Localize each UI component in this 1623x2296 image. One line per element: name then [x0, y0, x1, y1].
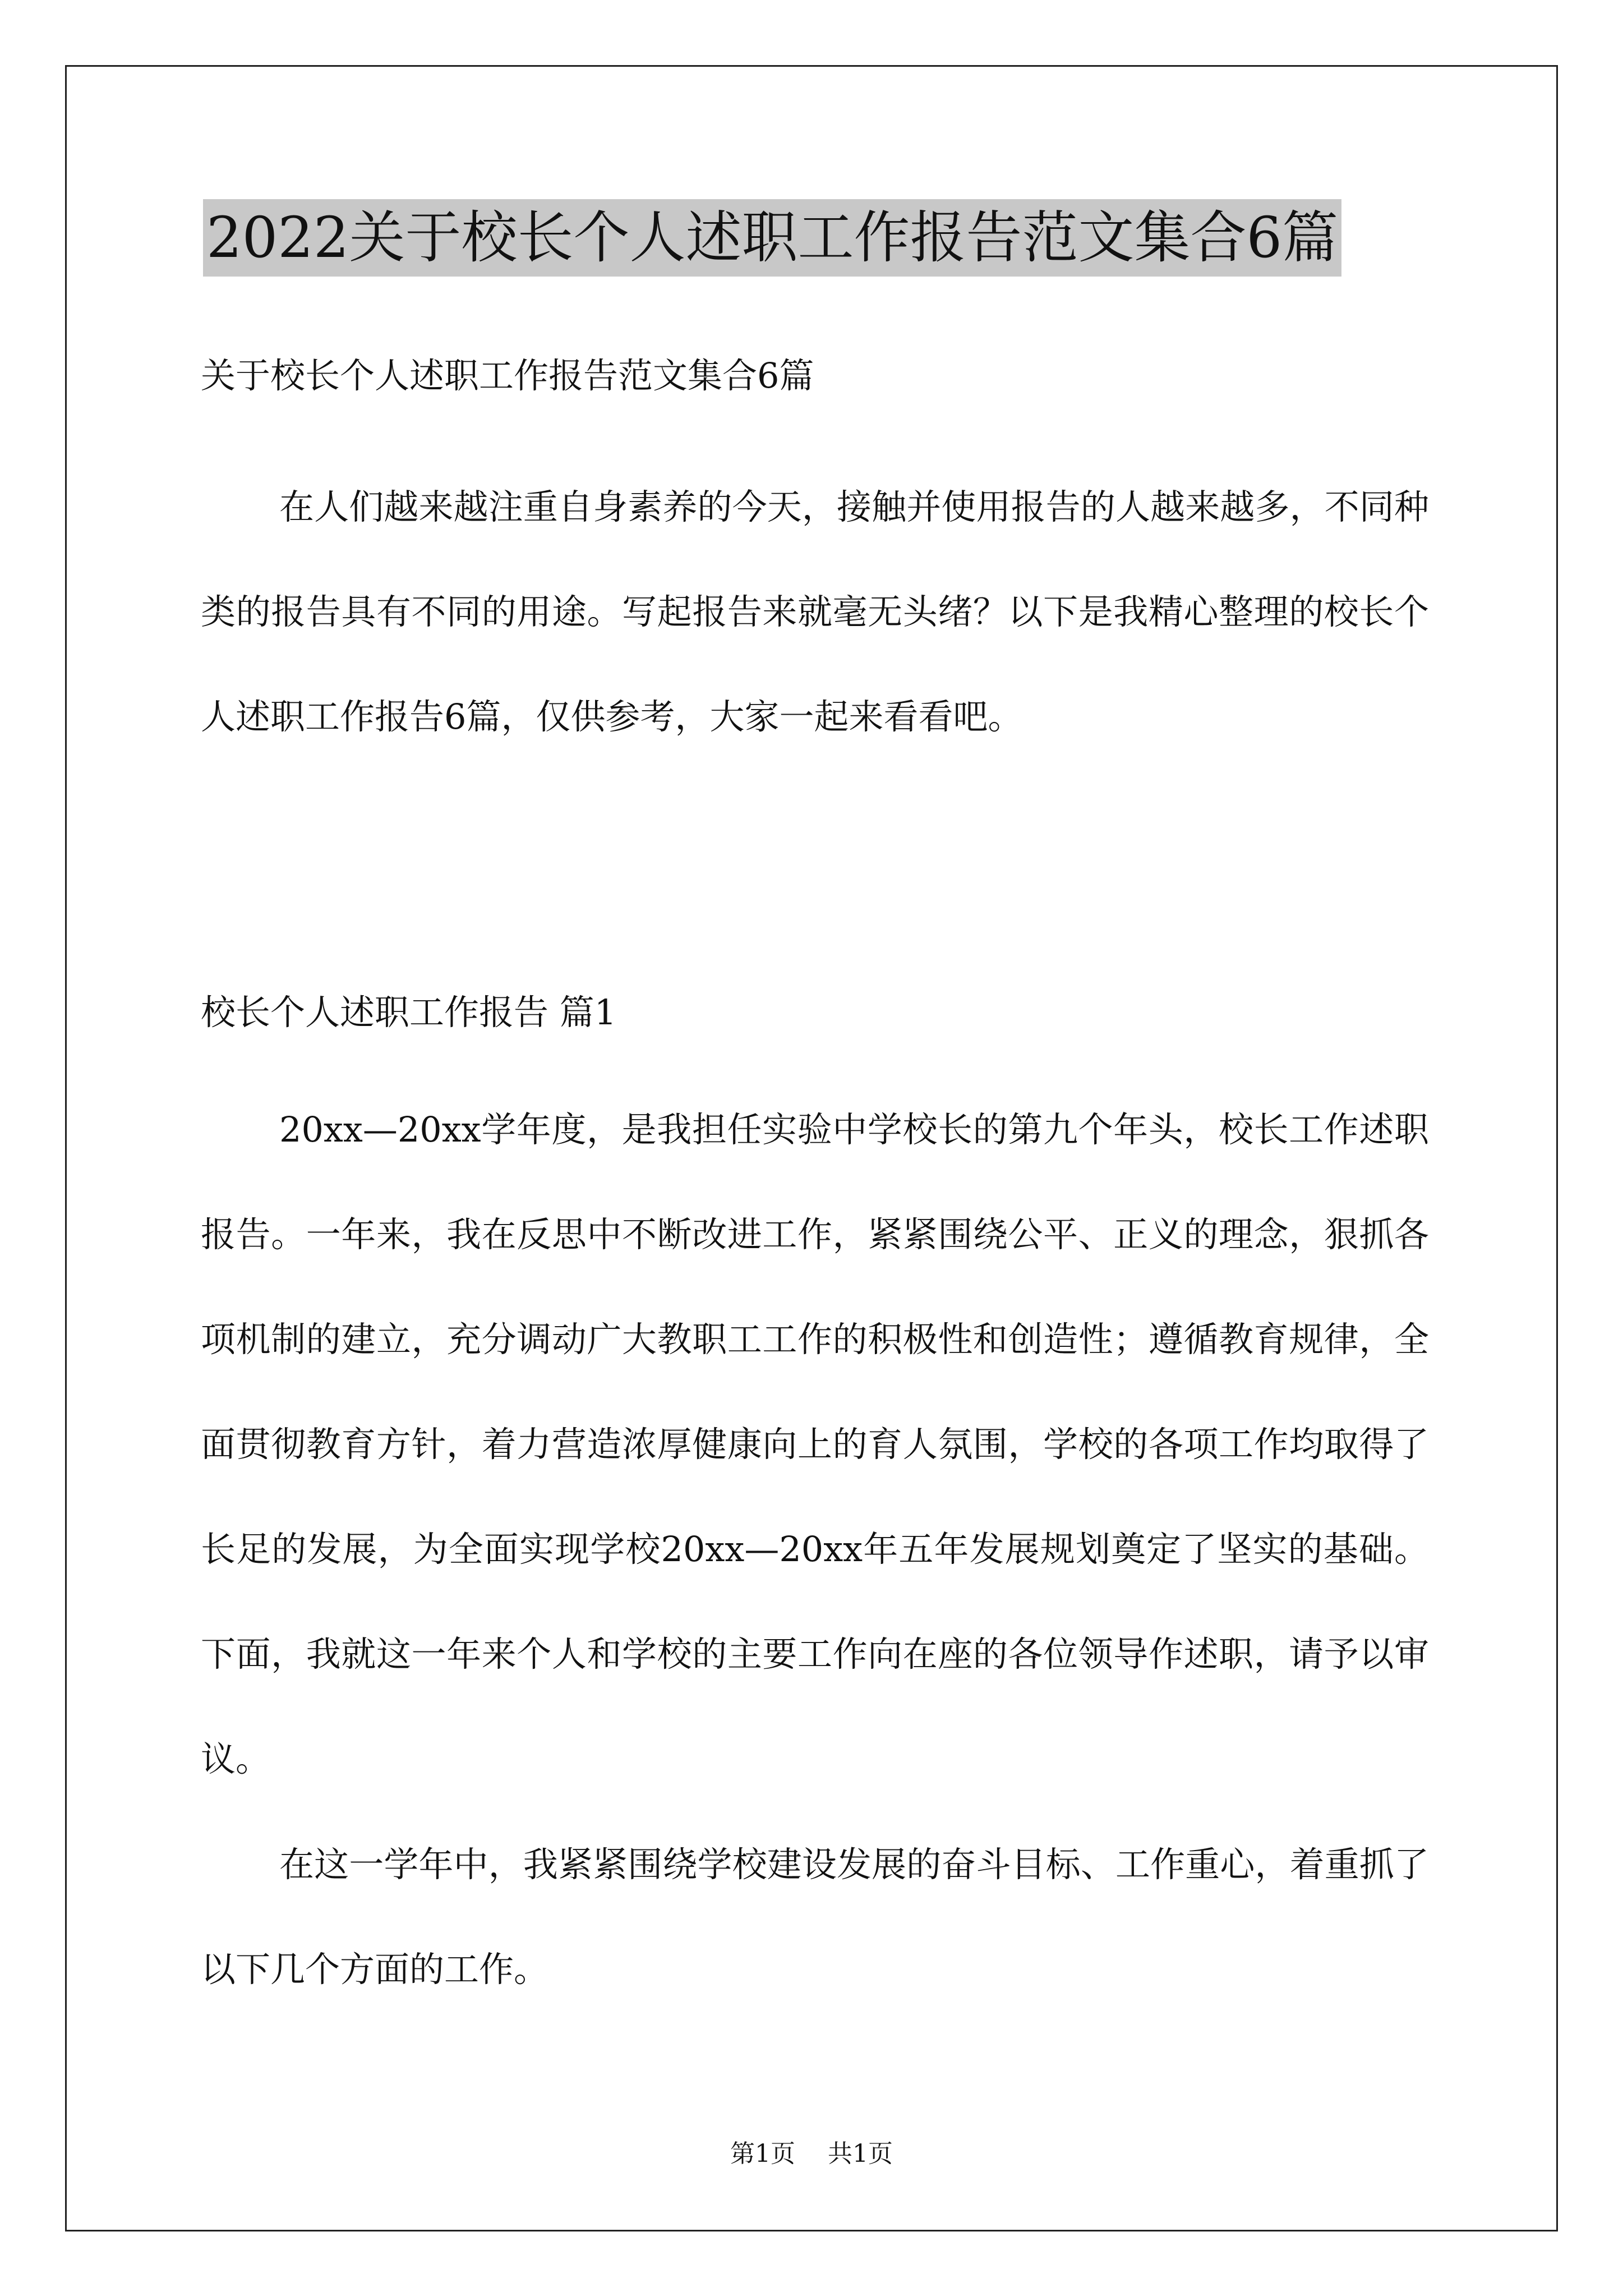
section-paragraph: 在这一学年中，我紧紧围绕学校建设发展的奋斗目标、工作重心，着重抓了以下几个方面的工作。 [201, 1844, 1429, 1990]
page-number: 第1页 [730, 2139, 795, 2168]
document-subtitle: 关于校长个人述职工作报告范文集合6篇 [201, 355, 814, 396]
intro-paragraph: 在人们越来越注重自身素养的今天，接触并使用报告的人越来越多，不同种类的报告具有不同的用途。写起报告来就毫无头绪？以下是我精心整理的校长个人述职工作报告6篇，仅供参考，大家一起来看看吧。 [201, 486, 1429, 737]
document-title: 2022关于校长个人述职工作报告范文集合6篇 [203, 199, 1341, 277]
page-total: 共1页 [828, 2139, 893, 2168]
section-paragraph: 20xx—20xx学年度，是我担任实验中学校长的第九个年头，校长工作述职报告。一年来，我在反思中不断改进工作，紧紧围绕公平、正义的理念，狠抓各项机制的建立，充分调动广大教职工工作的积极性和创造性；遵循教育规律，全面贯彻教育方针，着力营造浓厚健康向上的育人氛围，学校的各项工作均取得了长足的发展，为全面实现学校20xx—20xx年五年发展规划奠定了坚实的基础。下面，我就这一年来个人和学校的主要工作向在座的各位领导作述职，请予以审议。 [201, 1109, 1429, 1779]
page-footer [0, 2137, 1623, 2171]
section-heading: 校长个人述职工作报告 篇1 [201, 992, 617, 1033]
